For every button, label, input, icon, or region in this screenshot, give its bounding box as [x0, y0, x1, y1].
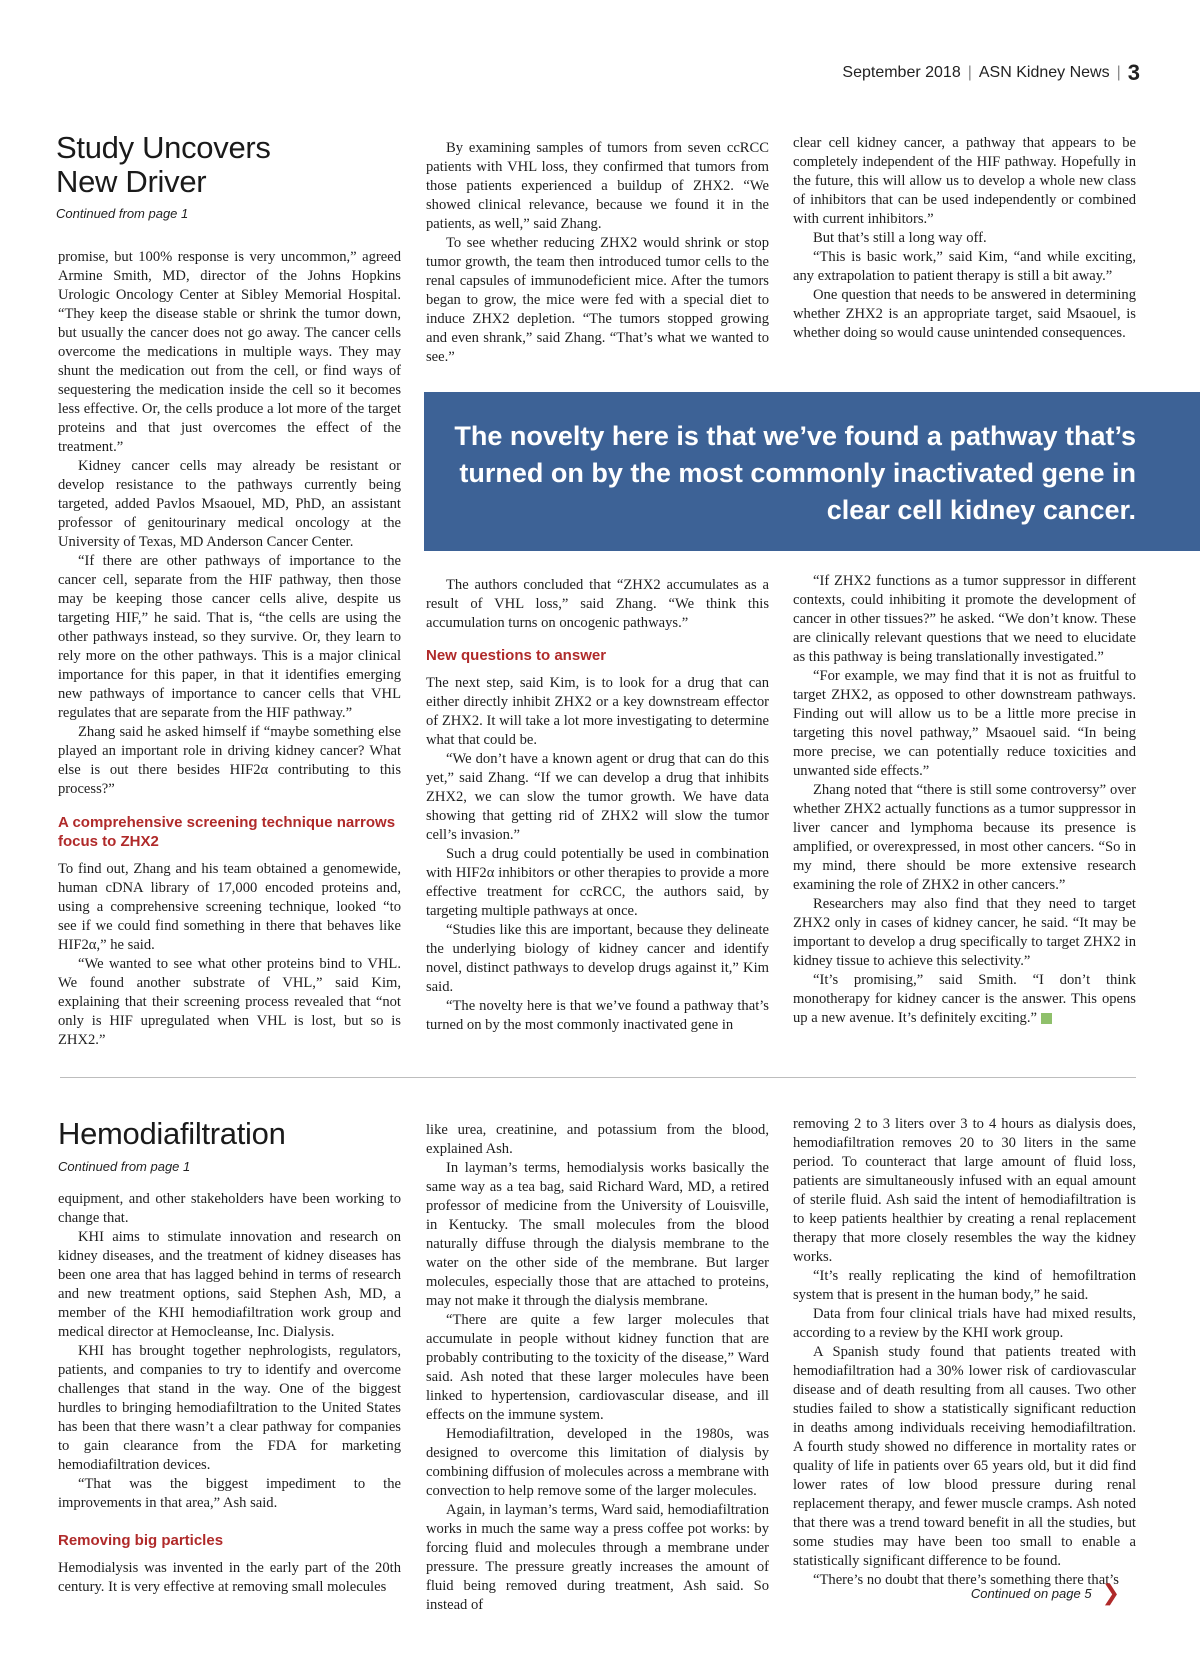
subheading: Removing big particles — [58, 1532, 224, 1549]
final-paragraph-text: “It’s promising,” said Smith. “I don’t think monotherapy for kidney cancer is the answer. This opens up a new avenue. It’s definitely exciting.” — [793, 972, 1136, 1026]
paragraph: “This is basic work,” said Kim, “and while exciting, any extrapolation to patient therapy is still a bit away.” — [793, 249, 1136, 284]
paragraph: removing 2 to 3 liters over 3 to 4 hours as dialysis does, hemodiafiltration removes 20 to 30 liters in the same period. To counteract that large amount of fluid loss, patients are simultaneously infused with an equal amount of sterile fluid. Ash said the intent of hemodiafiltration is to keep patients healthier by creating a renal replacement therapy that more closely resembles the way the kidney works. — [793, 1116, 1136, 1265]
page-header — [842, 60, 1140, 86]
paragraph: Hemodialysis was invented in the early part of the 20th century. It is very effective at removing small molecules — [58, 1560, 401, 1595]
paragraph: “The novelty here is that we’ve found a pathway that’s turned on by the most commonly inactivated gene in — [426, 998, 769, 1033]
paragraph: KHI has brought together nephrologists, regulators, patients, and companies to try to identify and overcome challenges that stand in the way. One of the biggest hurdles to bringing hemodiafiltration to the United States has been that there wasn’t a clear pathway for companies to gain clearance from the FDA for marketing hemodiafiltration devices. — [58, 1343, 401, 1473]
continued-on-text: Continued on page 5 — [970, 1586, 1092, 1601]
paragraph: “It’s really replicating the kind of hemofiltration system that is present in the human body,” he said. — [793, 1268, 1136, 1303]
subheading: A comprehensive screening technique narrows focus to ZHX2 — [58, 814, 396, 850]
paragraph: equipment, and other stakeholders have been working to change that. — [58, 1191, 401, 1226]
paragraph: Researchers may also find that they need to target ZHX2 only in cases of kidney cancer, he said. “It may be important to develop a drug specifically to target ZHX2 in kidney tissue to achieve this selectivity.” — [793, 896, 1136, 969]
story2-continued: Continued from page 1 — [58, 1159, 191, 1174]
story1-continued: Continued from page 1 — [56, 206, 189, 221]
publication-name: ASN Kidney News — [978, 64, 1110, 81]
header-separator: | — [967, 64, 972, 81]
paragraph — [793, 971, 1136, 1028]
story1-column-3-top — [793, 134, 1136, 343]
paragraph: In layman’s terms, hemodialysis works basically the same way as a tea bag, said Richard Ward, MD, a retired professor of medicine from the University of Louisville, in Kentucky. The small molecules from the blood naturally diffuse through the dialysis membrane to the water on the other side of the membrane. But larger molecules, especially those that are attached to proteins, may not make it through the dialysis membrane. — [426, 1160, 769, 1309]
paragraph: “If ZHX2 functions as a tumor suppressor in different contexts, could inhibiting it promote the development of cancer in other tissues?” he asked. “We don’t know. These are clinically relevant questions that we need to elucidate as this pathway is being translationally investigated.” — [793, 573, 1136, 665]
story1-heading — [56, 131, 356, 221]
paragraph: “If there are other pathways of importance to the cancer cell, separate from the HIF pathway, then those may be keeping those cancer cells alive, despite us targeting HIF,” he said. That is, “the cells are using the other pathways instead, so they survive. Or, they learn to rely more on the other pathways. This is a major clinical importance for this paper, in that it identifies emerging new pathways of importance to cancer cells that VHL regulates that are separate from the HIF pathway.” — [58, 553, 401, 721]
paragraph: “That was the biggest impediment to the improvements in that area,” Ash said. — [58, 1476, 401, 1511]
paragraph: “We don’t have a known agent or drug that can do this yet,” said Zhang. “If we can develop a drug that inhibits ZHX2, we can slow the tumor growth. We have data showing that getting rid of ZHX2 will slow the tumor cell’s invasion.” — [426, 751, 769, 843]
paragraph: like urea, creatinine, and potassium from the blood, explained Ash. — [426, 1122, 769, 1157]
subheading: New questions to answer — [426, 647, 607, 664]
paragraph: By examining samples of tumors from seven ccRCC patients with VHL loss, they confirmed that tumors from those patients experienced a buildup of ZHX2. “We showed clinical relevance, because we found it in the patients, as well,” said Zhang. — [426, 140, 769, 232]
story1-column-1 — [58, 248, 401, 1050]
story1-column-3-bottom — [793, 572, 1136, 1028]
paragraph: promise, but 100% response is very uncommon,” agreed Armine Smith, MD, director of the Johns Hopkins Urologic Oncology Center at Sibley Memorial Hospital. “They keep the disease stable or shrink the tumor down, but usually the cancer does not go away. The cancer cells overcome the medications in multiple ways. They may shunt the medication out from the cell, or find ways of sequestering the medication inside the cell so it becomes less effective. Or, the cells produce a lot more of the target proteins and that just overcomes the effect of the treatment.” — [58, 249, 401, 455]
paragraph: The next step, said Kim, is to look for a drug that can either directly inhibit ZHX2 or a key downstream effector of ZHX2. It will take a lot more investigating to determine what that could be. — [426, 675, 769, 748]
paragraph: One question that needs to be answered in determining whether ZHX2 is an appropriate target, said Msaouel, is whether doing so would cause unintended consequences. — [793, 287, 1136, 341]
story1-title-line1: Study Uncovers — [56, 130, 271, 165]
chevron-right-icon: ❯ — [1101, 1581, 1120, 1606]
story2-column-1 — [58, 1190, 401, 1597]
paragraph: “We wanted to see what other proteins bind to VHL. We found another substrate of VHL,” said Kim, explaining that their screening process revealed that “not only is HIF upregulated when VHL is lost, but so is ZHX2.” — [58, 956, 401, 1048]
continued-on-link[interactable] — [971, 1581, 1120, 1606]
story2-column-2 — [426, 1121, 769, 1615]
story2-title: Hemodiafiltration — [58, 1116, 286, 1151]
paragraph: The authors concluded that “ZHX2 accumulates as a result of VHL loss,” said Zhang. “We think this accumulation turns on oncogenic pathways.” — [426, 577, 769, 631]
paragraph: “For example, we may find that it is not as fruitful to target ZHX2, as opposed to other downstream pathways. Finding out will allow us to be a little more precise in targeting this novel pathway,” Msaouel said. “In being more precise, we can potentially reduce toxicities and unwanted side effects.” — [793, 668, 1136, 779]
story2-heading — [58, 1117, 378, 1174]
paragraph: Hemodiafiltration, developed in the 1980s, was designed to overcome this limitation of dialysis by combining diffusion of molecules across a membrane with convection to help remove some of the larger molecules. — [426, 1426, 769, 1499]
header-separator: | — [1116, 64, 1121, 81]
paragraph: Zhang noted that “there is still some controversy” over whether ZHX2 actually functions as a tumor suppressor in liver cancer and lymphoma because its presence is amplified, or overexpressed, in most other cancers. “So in my mind, there should be more extensive research examining the role of ZHX2 in other cancers.” — [793, 782, 1136, 893]
paragraph: To find out, Zhang and his team obtained a genomewide, human cDNA library of 17,000 encoded proteins and, using a comprehensive screening technique, looked “to see if we could find something in there that behaves like HIF2α,” he said. — [58, 861, 401, 953]
section-divider — [60, 1077, 1136, 1078]
paragraph: Data from four clinical trials have had mixed results, according to a review by the KHI work group. — [793, 1306, 1136, 1341]
paragraph: Kidney cancer cells may already be resistant or develop resistance to the pathways currently being targeted, added Pavlos Msaouel, MD, PhD, an assistant professor of genitourinary medical oncology at the University of Texas, MD Anderson Cancer Center. — [58, 458, 401, 550]
paragraph: Zhang said he asked himself if “maybe something else played an important role in driving kidney cancer? What else is out there besides HIF2α contributing to this process?” — [58, 724, 401, 797]
story2-column-3 — [793, 1115, 1136, 1590]
paragraph: “Studies like this are important, because they delineate the underlying biology of kidney cancer and identify novel, distinct pathways to develop drugs against it,” Kim said. — [426, 922, 769, 995]
end-mark-icon — [1041, 1013, 1052, 1024]
paragraph: “There’s no doubt that there’s something there that’s — [813, 1572, 1119, 1588]
paragraph: Such a drug could potentially be used in combination with HIF2α inhibitors or other therapies to provide a more effective treatment for ccRCC, the authors said, by targeting multiple pathways at once. — [426, 846, 769, 919]
issue-date: September 2018 — [842, 64, 961, 81]
paragraph: “There are quite a few larger molecules that accumulate in people without kidney function that are probably contributing to the toxicity of the disease,” Ward said. Ash noted that these larger molecules have been linked to hypertension, cardiovascular disease, and ill effects on the immune system. — [426, 1312, 769, 1423]
story1-column-2-top — [426, 139, 769, 367]
paragraph: But that’s still a long way off. — [813, 230, 987, 246]
page-number: 3 — [1127, 60, 1140, 85]
paragraph: KHI aims to stimulate innovation and research on kidney diseases, and the treatment of kidney diseases has been one area that has lagged behind in terms of research and new treatment options, said Stephen Ash, MD, a member of the KHI hemodiafiltration work group and medical director at Hemocleanse, Inc. Dialysis. — [58, 1229, 401, 1340]
paragraph: A Spanish study found that patients treated with hemodiafiltration had a 30% lower risk of cardiovascular disease and of death resulting from all causes. Two other studies failed to show a statistically significant reduction in deaths among individuals receiving hemodiafiltration. A fourth study showed no difference in mortality rates or quality of life in patients over 65 years old, but it did find lower rates of low blood pressure during renal replacement therapy, and fewer muscle cramps. Ash noted that there was a trend toward benefit in all the studies, but some studies may have been too small to enable a statistically significant difference to be found. — [793, 1344, 1136, 1569]
paragraph: To see whether reducing ZHX2 would shrink or stop tumor growth, the team then introduced tumor cells to the renal capsules of immunodeficient mice. After the tumors began to grow, the mice were fed with a special diet to induce ZHX2 depletion. “The tumors stopped growing and even shrank,” said Zhang. “That’s what we wanted to see.” — [426, 235, 769, 365]
pull-quote-text: The novelty here is that we’ve found a pathway that’s turned on by the most commonly inactivated gene in clear cell kidney cancer. — [454, 421, 1136, 525]
story1-column-2-bottom — [426, 576, 769, 1035]
story1-title-line2: New Driver — [56, 164, 207, 199]
paragraph: clear cell kidney cancer, a pathway that appears to be completely independent of the HIF pathway. Hopefully in the future, this will allow us to develop a whole new class of inhibitors that can be used independently or combined with current inhibitors.” — [793, 135, 1136, 227]
pull-quote — [424, 392, 1200, 551]
story1-title — [56, 131, 356, 199]
paragraph: Again, in layman’s terms, Ward said, hemodiafiltration works in much the same way a press coffee pot works: by forcing fluid and molecules through a membrane under pressure. The pressure greatly increases the amount of fluid being removed during treatment, Ash said. So instead of — [426, 1502, 769, 1613]
